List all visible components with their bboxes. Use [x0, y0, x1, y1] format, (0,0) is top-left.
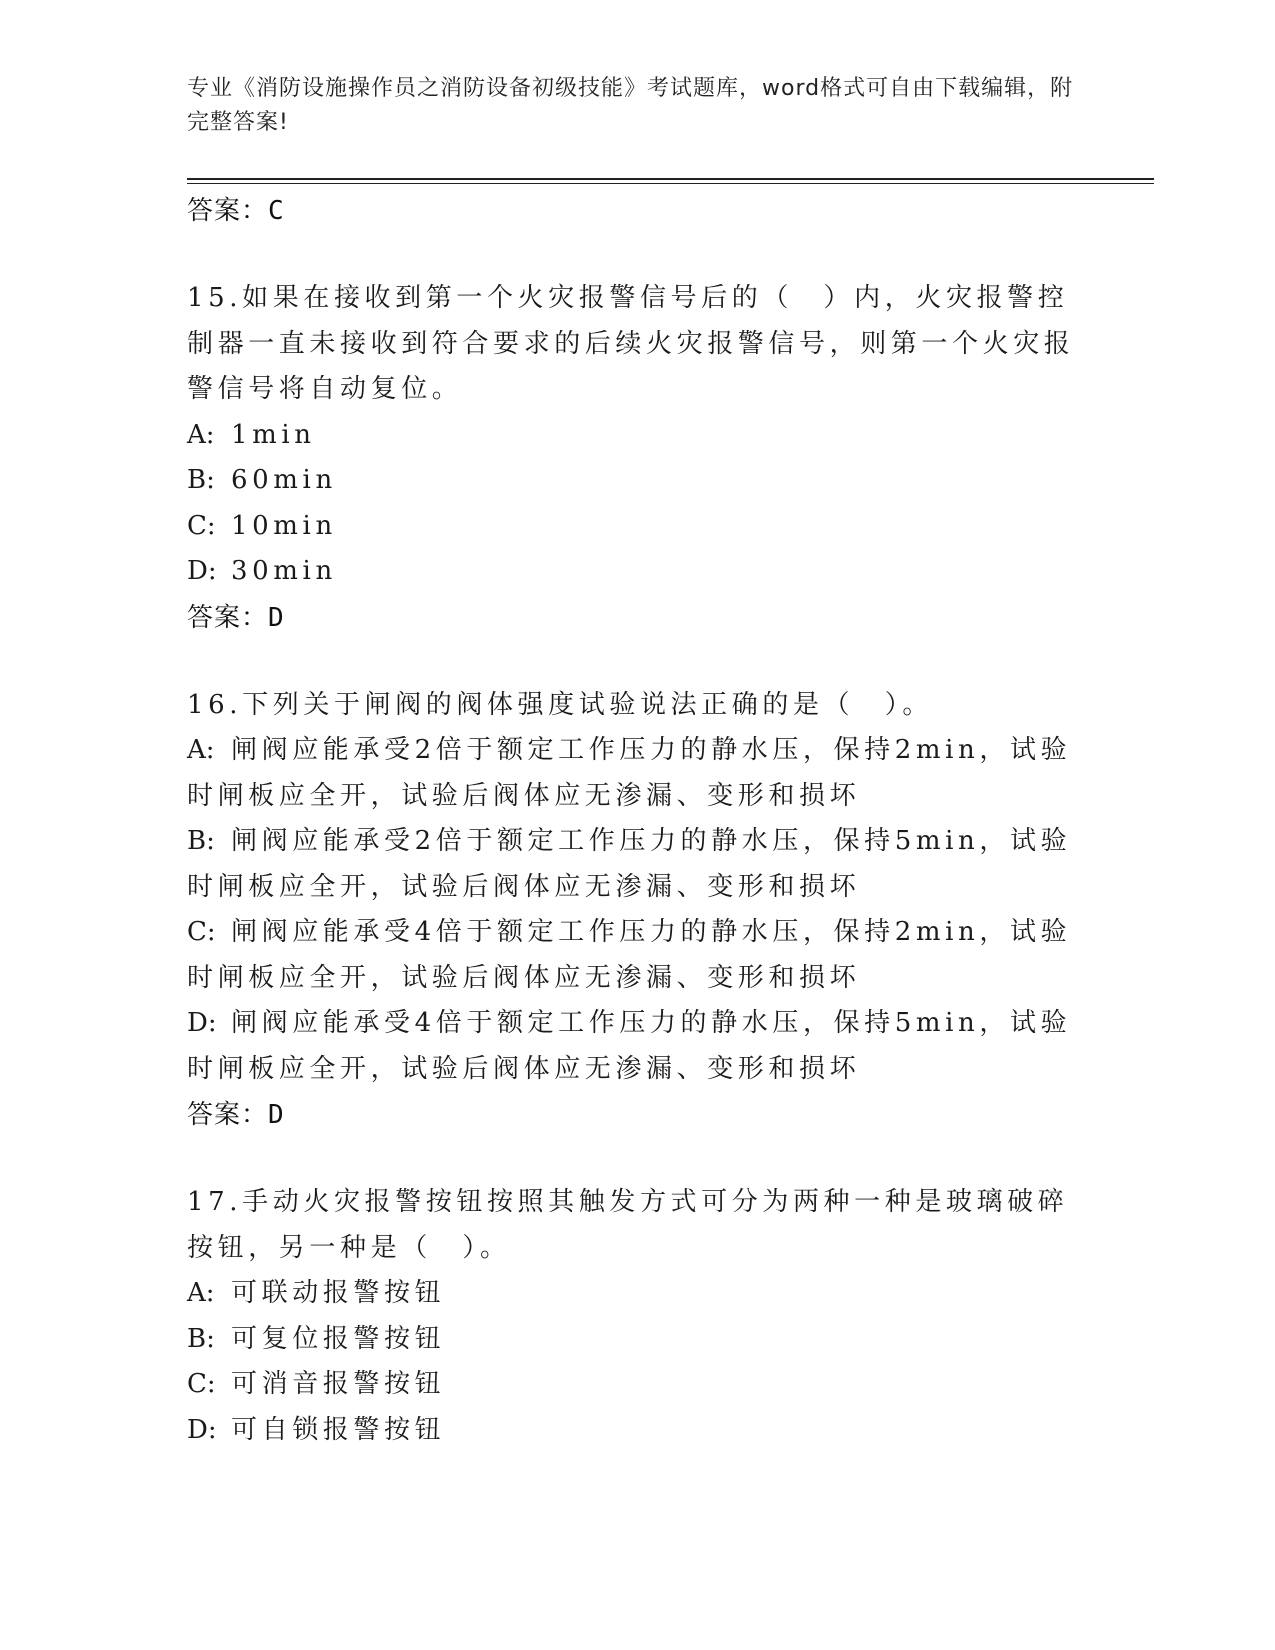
- option-d: [187, 549, 1087, 595]
- spacer: [187, 641, 1087, 683]
- question-list: [187, 188, 1087, 1453]
- option-letter: B:: [187, 1323, 215, 1354]
- option-letter: C:: [187, 1369, 216, 1399]
- option-text: 闸阀应能承受4倍于额定工作压力的静水压，保持5min，试验时闸板应全开，试验后阀体应无渗漏、变形和损坏: [187, 1008, 1072, 1084]
- answer-label: 答案：: [187, 602, 269, 633]
- answer-label: 答案：: [187, 196, 269, 226]
- answer-line: [187, 188, 1087, 234]
- option-text: 可联动报警按钮: [231, 1278, 446, 1308]
- option-letter: D:: [187, 1008, 217, 1038]
- option-letter: C:: [187, 917, 216, 947]
- option-letter: A:: [187, 735, 215, 765]
- question-block: [187, 276, 1087, 641]
- header-rule-thin: [187, 183, 1154, 184]
- option-text: 可自锁报警按钮: [231, 1414, 446, 1445]
- header-rule-thick: [187, 178, 1154, 180]
- option-letter: B:: [187, 465, 215, 495]
- answer-line: [187, 595, 1087, 641]
- option-text: 闸阀应能承受2倍于额定工作压力的静水压，保持2min，试验时闸板应全开，试验后阀体应无渗漏、变形和损坏: [187, 735, 1072, 811]
- answer-line: [187, 1092, 1087, 1138]
- question-block: [187, 683, 1087, 1139]
- option-letter: D:: [187, 556, 217, 586]
- option-text: 10min: [231, 510, 337, 541]
- option-text: 闸阀应能承受2倍于额定工作压力的静水压，保持5min，试验时闸板应全开，试验后阀体应无渗漏、变形和损坏: [187, 826, 1072, 902]
- option-b: [187, 1317, 1087, 1363]
- option-letter: A:: [187, 1278, 215, 1308]
- option-a: [187, 413, 1087, 459]
- option-d: [187, 1408, 1087, 1454]
- option-b: [187, 458, 1087, 504]
- option-letter: D:: [187, 1414, 217, 1445]
- option-letter: B:: [187, 826, 215, 856]
- question-text: 15.如果在接收到第一个火灾报警信号后的（ ）内，火灾报警控制器一直未接收到符合要求的后续火灾报警信号，则第一个火灾报警信号将自动复位。: [187, 283, 1075, 404]
- question-text: 17.手动火灾报警按钮按照其触发方式可分为两种一种是玻璃破碎按钮，另一种是（ ）。: [187, 1187, 1069, 1263]
- option-letter: C:: [187, 510, 216, 541]
- option-letter: A:: [187, 419, 215, 450]
- option-a: [187, 1271, 1087, 1317]
- spacer: [187, 234, 1087, 276]
- option-text: 闸阀应能承受4倍于额定工作压力的静水压，保持2min，试验时闸板应全开，试验后阀体应无渗漏、变形和损坏: [187, 917, 1072, 993]
- page-header: 专业《消防设施操作员之消防设备初级技能》考试题库，word格式可自由下载编辑，附完整答案!: [187, 76, 1074, 135]
- question-text: 16.下列关于闸阀的阀体强度试验说法正确的是（ ）。: [187, 689, 933, 720]
- answer-value: D: [268, 1100, 285, 1130]
- answer-value: D: [268, 602, 285, 633]
- option-c: [187, 504, 1087, 550]
- option-c: [187, 1362, 1087, 1408]
- answer-value: C: [268, 196, 285, 226]
- option-text: 可消音报警按钮: [231, 1369, 446, 1399]
- spacer: [187, 1138, 1087, 1180]
- option-d: [187, 1001, 1087, 1092]
- question-block: [187, 1180, 1087, 1453]
- option-c: [187, 910, 1087, 1001]
- option-text: 可复位报警按钮: [231, 1323, 446, 1354]
- option-a: [187, 728, 1087, 819]
- option-text: 60min: [231, 465, 337, 495]
- option-text: 30min: [231, 556, 337, 586]
- option-b: [187, 819, 1087, 910]
- answer-label: 答案：: [187, 1100, 269, 1130]
- option-text: 1min: [231, 419, 316, 450]
